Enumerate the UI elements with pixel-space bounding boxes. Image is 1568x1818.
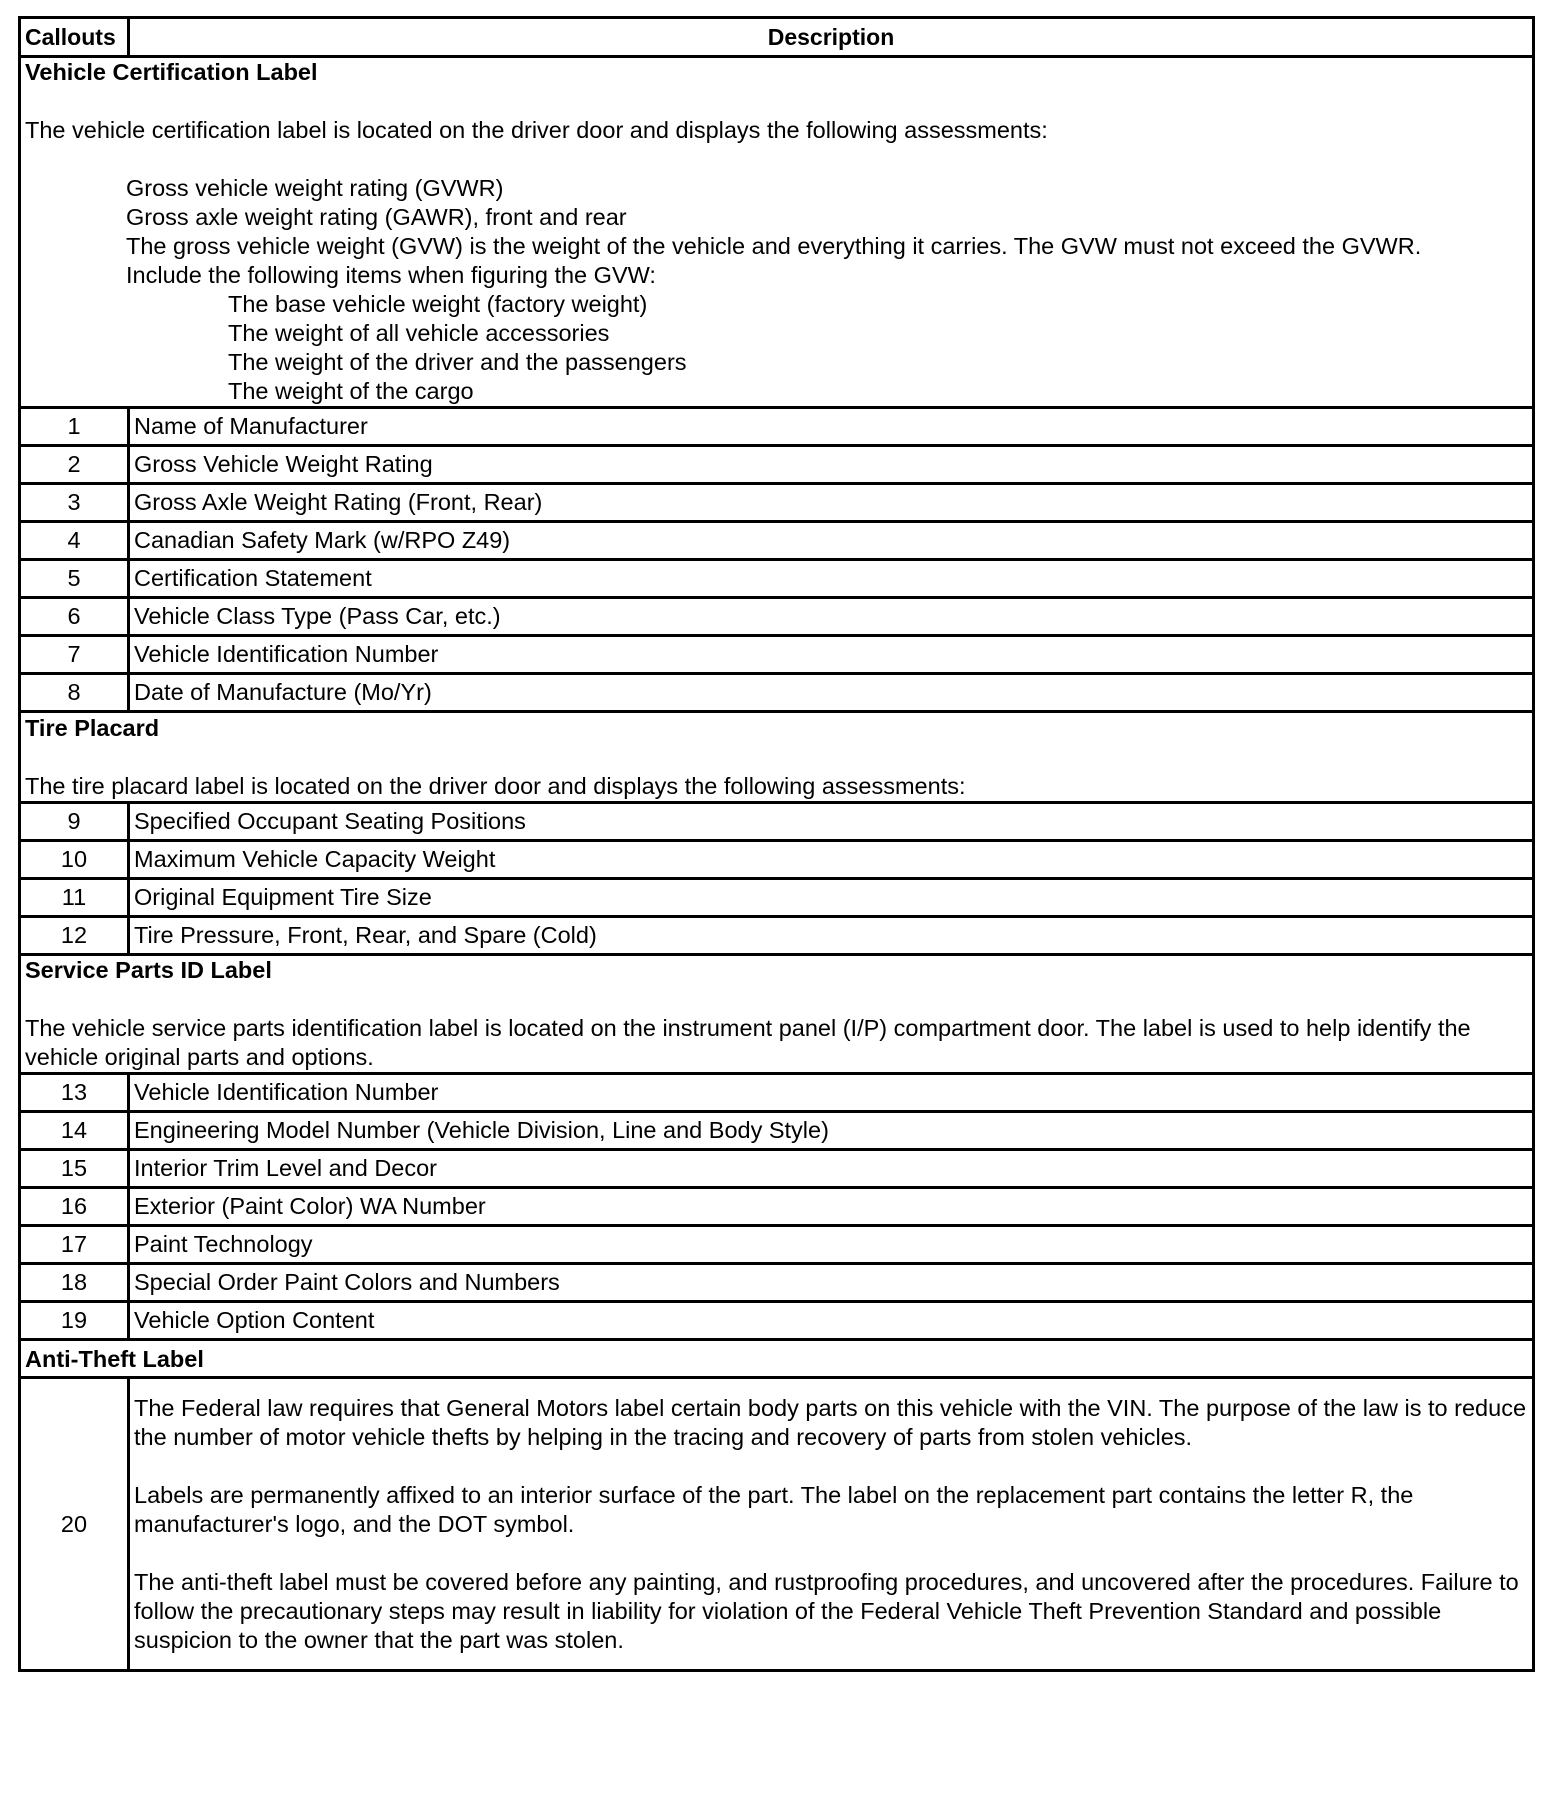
table-row	[20, 879, 1534, 917]
callout-number: 1	[20, 408, 129, 446]
callouts-column-header: Callouts	[20, 18, 129, 57]
callout-number: 6	[20, 598, 129, 636]
callout-description: Maximum Vehicle Capacity Weight	[129, 841, 1534, 879]
callout-description: Tire Pressure, Front, Rear, and Spare (Cold)	[129, 917, 1534, 955]
callout-number: 8	[20, 674, 129, 712]
sub-list-item: The weight of the cargo	[228, 378, 474, 404]
callout-description: Exterior (Paint Color) WA Number	[129, 1188, 1534, 1226]
table-row	[20, 1150, 1534, 1188]
paragraph: The Federal law requires that General Motors label certain body parts on this vehicle with the VIN. The purpose of the law is to reduce the number of motor vehicle thefts by helping in the tracing and recovery of parts from stolen vehicles.	[134, 1394, 1527, 1450]
table-row	[20, 917, 1534, 955]
callout-description: Gross Vehicle Weight Rating	[129, 446, 1534, 484]
table-row	[20, 522, 1534, 560]
callout-description: Vehicle Identification Number	[129, 1074, 1534, 1112]
section-title: Service Parts ID Label	[25, 957, 272, 983]
table-row	[20, 803, 1534, 841]
callout-number: 12	[20, 917, 129, 955]
callout-number: 7	[20, 636, 129, 674]
table-row	[20, 1226, 1534, 1264]
list-item: Include the following items when figuring the GVW:	[126, 262, 656, 288]
table-row	[20, 1264, 1534, 1302]
callout-number: 4	[20, 522, 129, 560]
table-row	[20, 1302, 1534, 1340]
paragraph: Labels are permanently affixed to an interior surface of the part. The label on the replacement part contains the letter R, the manufacturer's logo, and the DOT symbol.	[134, 1481, 1414, 1537]
callouts-table	[18, 16, 1535, 1672]
paragraph: The anti-theft label must be covered before any painting, and rustproofing procedures, and uncovered after the procedures. Failure to follow the precautionary steps may result in liability for violation of the Federal Vehicle Theft Prevention Standard and possible suspicion to the owner that the part was stolen.	[134, 1568, 1519, 1653]
table-row	[20, 446, 1534, 484]
callout-description: Certification Statement	[129, 560, 1534, 598]
callout-number: 20	[20, 1378, 129, 1671]
table-header-row	[20, 18, 1534, 57]
callout-description: Gross Axle Weight Rating (Front, Rear)	[129, 484, 1534, 522]
callout-description: Canadian Safety Mark (w/RPO Z49)	[129, 522, 1534, 560]
section-row-tire-placard	[20, 712, 1534, 803]
callout-description: Name of Manufacturer	[129, 408, 1534, 446]
section-title: Tire Placard	[25, 714, 160, 741]
callout-number: 18	[20, 1264, 129, 1302]
callout-number: 14	[20, 1112, 129, 1150]
sub-list-item: The base vehicle weight (factory weight)	[228, 291, 648, 317]
list-item: The gross vehicle weight (GVW) is the weight of the vehicle and everything it carries. The GVW must not exceed the GVWR.	[126, 233, 1422, 259]
table-row	[20, 1112, 1534, 1150]
callout-description	[129, 1378, 1534, 1671]
section-intro: The tire placard label is located on the driver door and displays the following assessments:	[25, 772, 966, 799]
callout-number: 5	[20, 560, 129, 598]
section-intro: The vehicle service parts identification label is located on the instrument panel (I/P) compartment door. The label is used to help identify the vehicle original parts and options.	[25, 1015, 1471, 1070]
table-row	[20, 674, 1534, 712]
table-row	[20, 1378, 1534, 1671]
section-row-anti-theft	[20, 1340, 1534, 1378]
callout-number: 10	[20, 841, 129, 879]
sub-list-item: The weight of the driver and the passengers	[228, 349, 687, 375]
callout-description: Interior Trim Level and Decor	[129, 1150, 1534, 1188]
table-row	[20, 1074, 1534, 1112]
callout-number: 17	[20, 1226, 129, 1264]
callout-description: Specified Occupant Seating Positions	[129, 803, 1534, 841]
callout-description: Paint Technology	[129, 1226, 1534, 1264]
callout-number: 9	[20, 803, 129, 841]
callout-description: Engineering Model Number (Vehicle Division, Line and Body Style)	[129, 1112, 1534, 1150]
table-row	[20, 408, 1534, 446]
callout-description: Vehicle Class Type (Pass Car, etc.)	[129, 598, 1534, 636]
callout-number: 11	[20, 879, 129, 917]
list-item: Gross axle weight rating (GAWR), front and rear	[126, 204, 627, 230]
table-row	[20, 636, 1534, 674]
list-item: Gross vehicle weight rating (GVWR)	[126, 175, 504, 201]
section-row-service-parts	[20, 955, 1534, 1074]
callout-number: 19	[20, 1302, 129, 1340]
section-title: Anti-Theft Label	[25, 1346, 204, 1372]
callout-number: 16	[20, 1188, 129, 1226]
table-row	[20, 841, 1534, 879]
callout-description: Special Order Paint Colors and Numbers	[129, 1264, 1534, 1302]
sub-list-item: The weight of all vehicle accessories	[228, 320, 610, 346]
table-row	[20, 560, 1534, 598]
callout-description: Vehicle Option Content	[129, 1302, 1534, 1340]
callout-description: Date of Manufacture (Mo/Yr)	[129, 674, 1534, 712]
callout-number: 15	[20, 1150, 129, 1188]
callout-number: 2	[20, 446, 129, 484]
table-row	[20, 1188, 1534, 1226]
table-row	[20, 598, 1534, 636]
callout-number: 13	[20, 1074, 129, 1112]
description-column-header: Description	[129, 18, 1534, 57]
callout-description: Original Equipment Tire Size	[129, 879, 1534, 917]
section-title: Vehicle Certification Label	[25, 59, 318, 85]
section-intro: The vehicle certification label is located on the driver door and displays the following assessments:	[25, 117, 1048, 143]
table-row	[20, 484, 1534, 522]
section-row-vehicle-certification	[20, 57, 1534, 408]
callout-description: Vehicle Identification Number	[129, 636, 1534, 674]
callout-number: 3	[20, 484, 129, 522]
